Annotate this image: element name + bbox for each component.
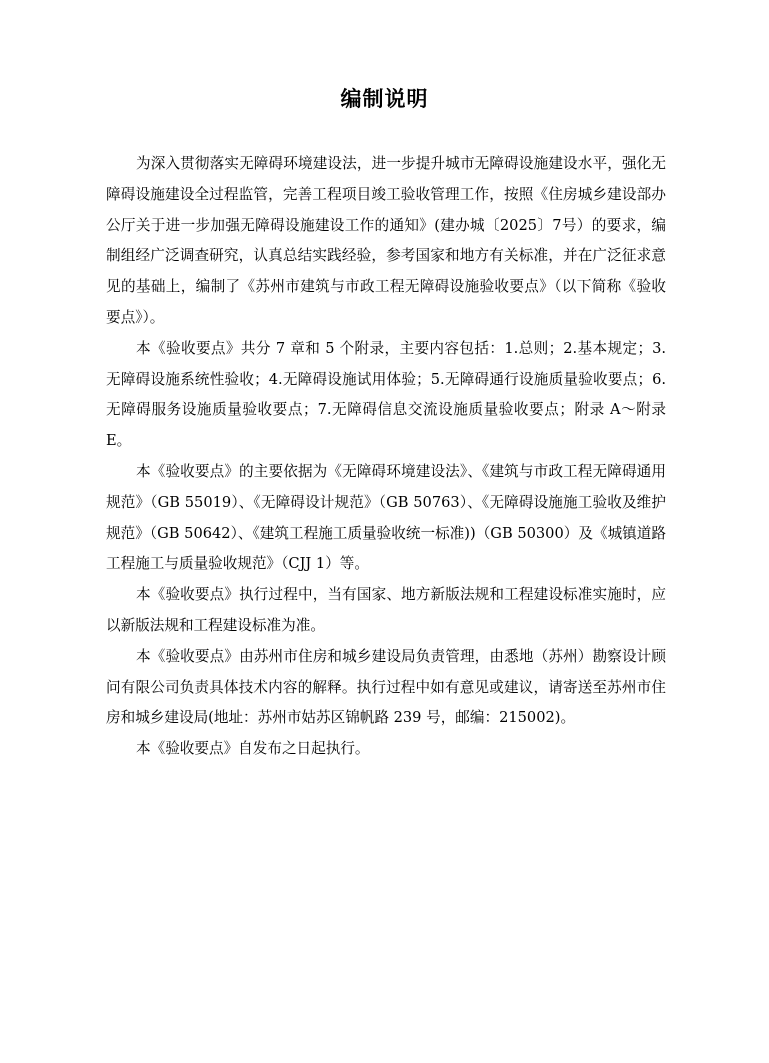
paragraph-basis: 本《验收要点》的主要依据为《无障碍环境建设法》、《建筑与市政工程无障碍通用规范》（GB 55019）、《无障碍设计规范》（GB 50763）、《无障碍设施施工验收及维护规范》（GB 50642）、《建筑工程施工质量验收统一标准))（GB 50300）及《城镇道路工程施工与质量验收规范》（CJJ 1）等。 <box>106 462 666 573</box>
paragraph-management: 本《验收要点》由苏州市住房和城乡建设局负责管理，由悉地（苏州）勘察设计顾问有限公司负责具体技术内容的解释。执行过程中如有意见或建议，请寄送至苏州市住房和城乡建设局(地址：苏州市姑苏区锦帆路 239 号，邮编：215002)。 <box>106 647 666 727</box>
paragraph-purpose: 为深入贯彻落实无障碍环境建设法，进一步提升城市无障碍设施建设水平，强化无障碍设施建设全过程监管，完善工程项目竣工验收管理工作，按照《住房城乡建设部办公厅关于进一步加强无障碍设施建设工作的通知》(建办城〔2025〕7号）的要求，编制组经广泛调查研究，认真总结实践经验，参考国家和地方有关标准，并在广泛征求意见的基础上，编制了《苏州市建筑与市政工程无障碍设施验收要点》（以下简称《验收要点》）。 <box>106 155 666 326</box>
paragraph-contents: 本《验收要点》共分 7 章和 5 个附录，主要内容包括：1.总则；2.基本规定；3.无障碍设施系统性验收；4.无障碍设施试用体验；5.无障碍通行设施质量验收要点；6.无障碍服务设施质量验收要点；7.无障碍信息交流设施质量验收要点；附录 A～附录 E。 <box>106 339 666 450</box>
page-title: 编制说明 <box>340 87 429 111</box>
document-body <box>106 149 666 765</box>
paragraph-new-standards: 本《验收要点》执行过程中，当有国家、地方新版法规和工程建设标准实施时，应以新版法规和工程建设标准为准。 <box>106 586 666 634</box>
paragraph-effective-date: 本《验收要点》自发布之日起执行。 <box>136 740 370 758</box>
